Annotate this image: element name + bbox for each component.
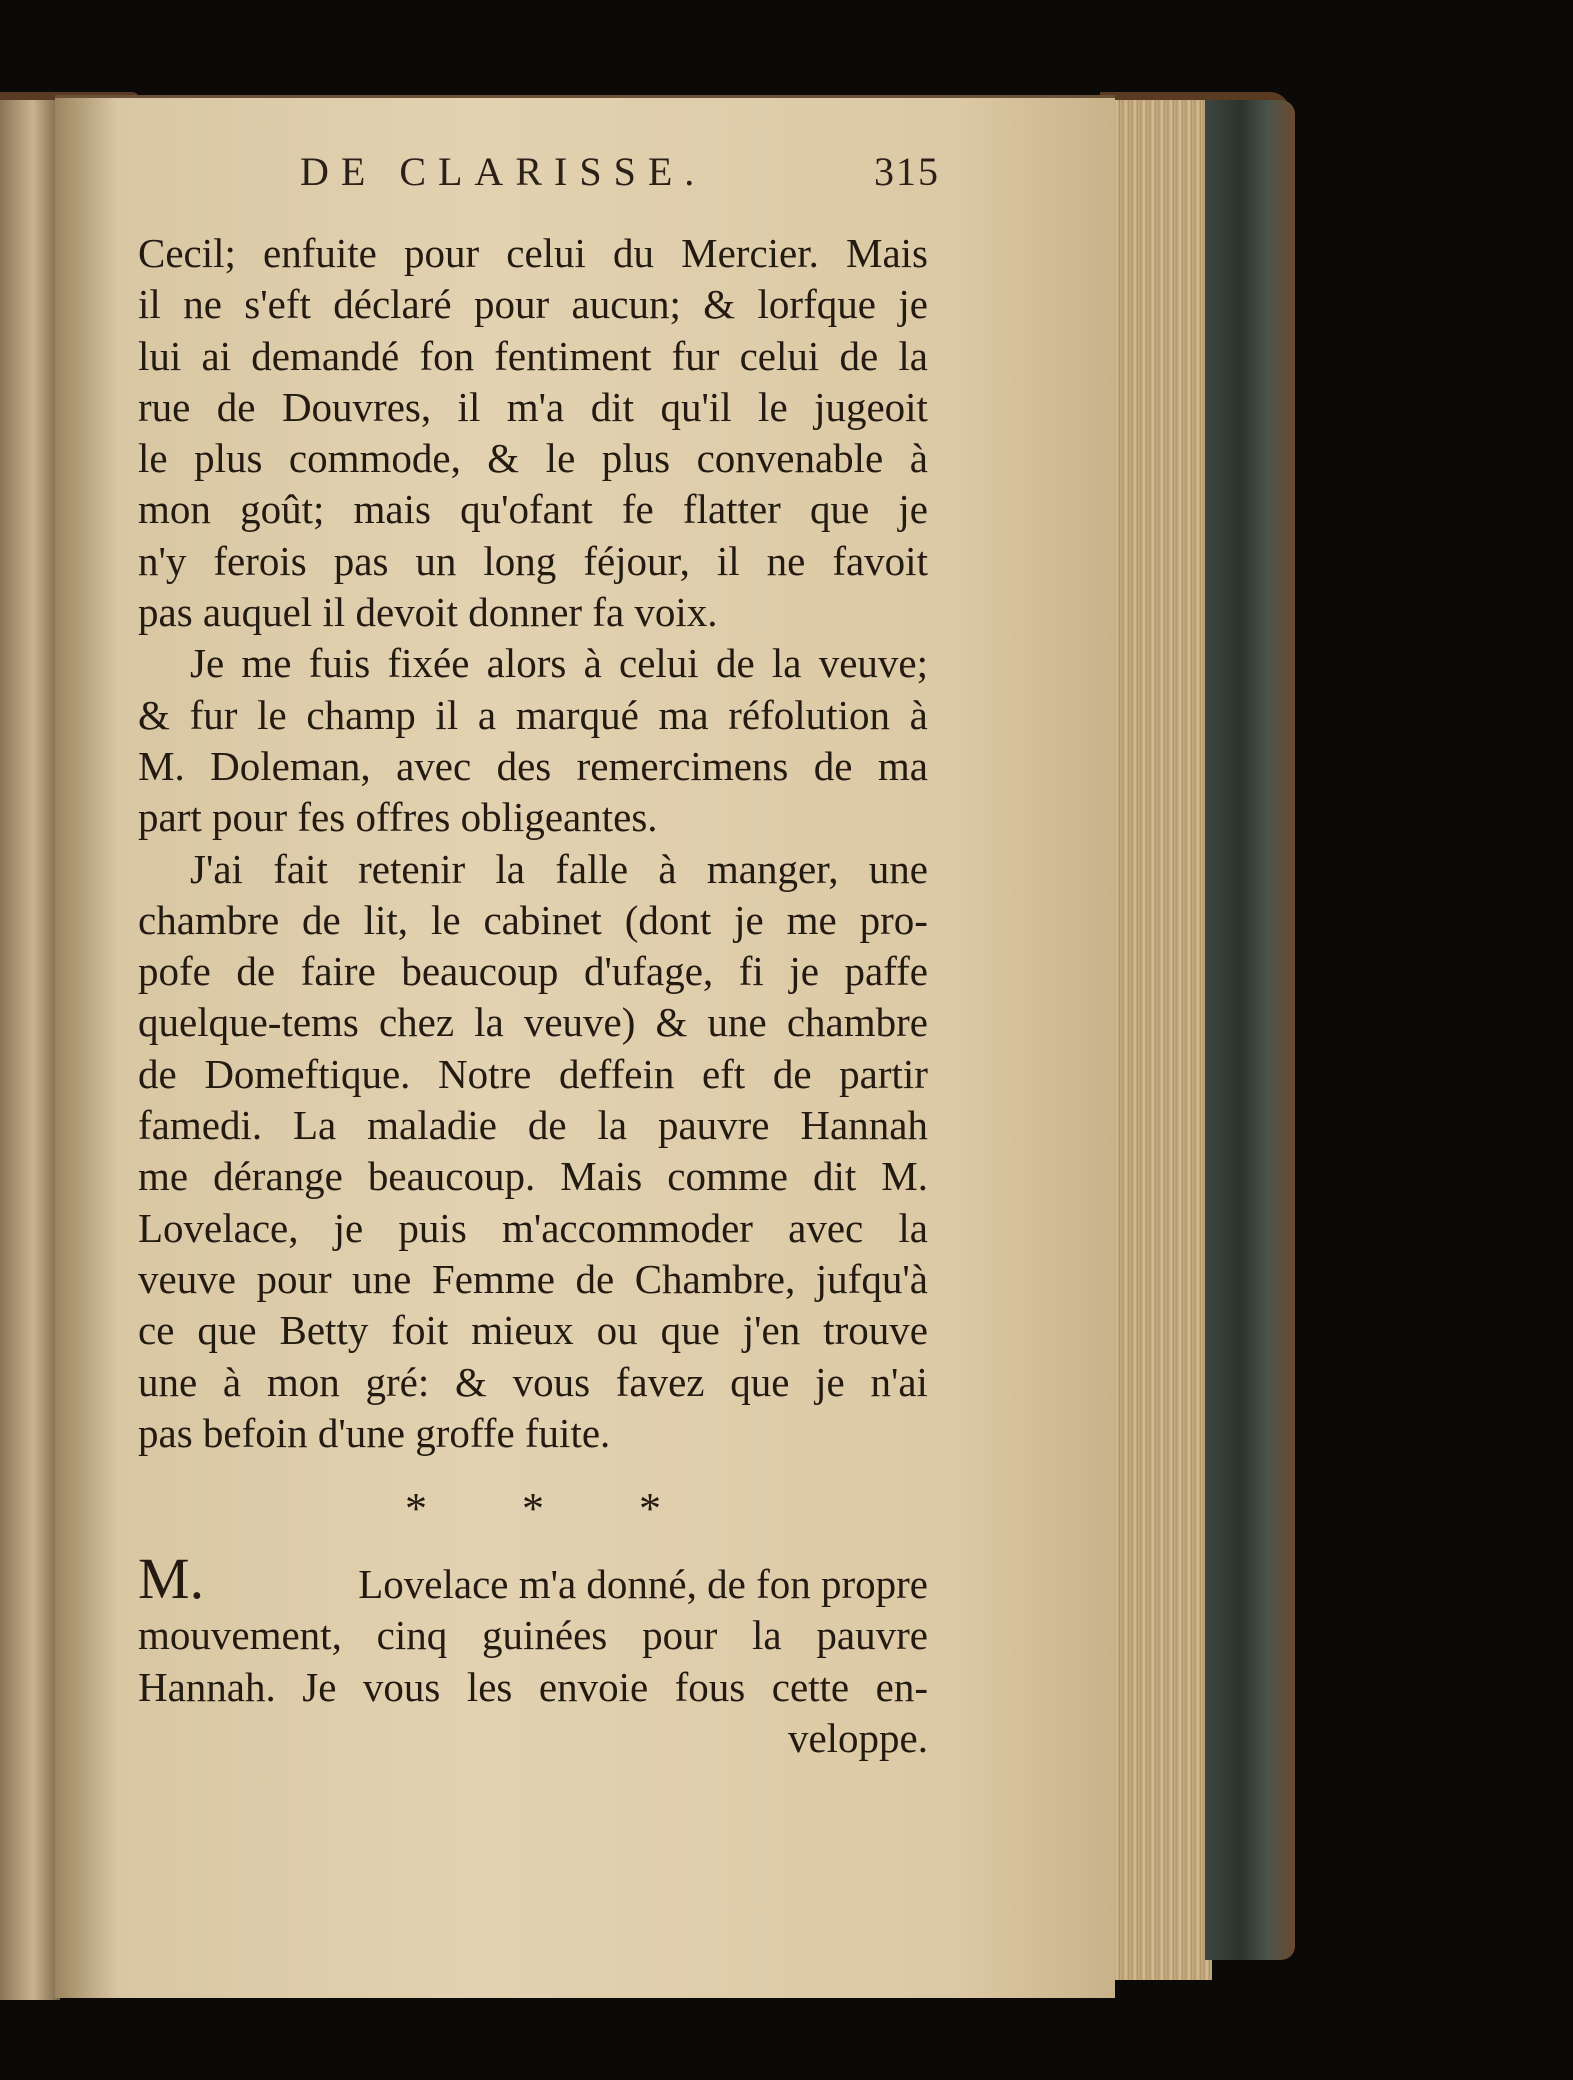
word: fentiment xyxy=(494,332,652,379)
word: fixée xyxy=(387,640,470,687)
text-line xyxy=(138,1100,928,1151)
word: beaucoup xyxy=(401,948,559,995)
word: maladie xyxy=(367,1102,497,1149)
word: de xyxy=(302,896,341,943)
word: cabinet xyxy=(483,896,602,943)
word: avec xyxy=(396,742,472,789)
word: je xyxy=(815,1358,845,1405)
word: de xyxy=(216,383,256,430)
word: la xyxy=(898,1204,928,1251)
word: Femme xyxy=(431,1255,555,1302)
word: Je xyxy=(302,1663,337,1710)
word: Je xyxy=(190,640,225,687)
word: que xyxy=(730,1358,790,1405)
word: veuve xyxy=(138,1255,236,1302)
word: veuve; xyxy=(818,640,928,687)
drop-cap: M. xyxy=(138,1546,205,1612)
word: la xyxy=(495,845,525,892)
word: ce xyxy=(138,1307,175,1354)
word: veuve) xyxy=(523,999,636,1046)
word: ferois xyxy=(213,537,307,584)
word: de xyxy=(813,742,853,789)
word: cinq xyxy=(376,1612,448,1659)
word: cette xyxy=(771,1663,850,1710)
word: mouvement, xyxy=(138,1612,342,1659)
word: jufqu'à xyxy=(815,1255,928,1302)
text-line xyxy=(138,382,928,433)
text-line xyxy=(138,331,928,382)
word: mieux xyxy=(471,1307,574,1354)
word: comme xyxy=(667,1153,788,1200)
word: Hannah. xyxy=(138,1663,276,1710)
text-line xyxy=(138,484,928,535)
word: fait xyxy=(273,845,328,892)
word: Betty xyxy=(279,1307,369,1354)
word: Mercier. xyxy=(681,230,819,276)
word: je xyxy=(333,1204,364,1251)
word: deffein xyxy=(558,1050,675,1097)
word: eft xyxy=(701,1050,746,1097)
word: quelque-tems xyxy=(138,999,359,1046)
text-line xyxy=(138,997,928,1048)
text-line xyxy=(138,433,928,484)
word: chambre xyxy=(786,999,928,1046)
text-line xyxy=(138,279,928,330)
word: manger, xyxy=(706,845,839,892)
word: fuis xyxy=(308,640,371,687)
word: pour xyxy=(642,1612,718,1659)
word: long xyxy=(483,537,557,584)
word: une xyxy=(868,845,928,892)
word: & xyxy=(487,435,520,482)
word: le xyxy=(257,691,287,738)
text-line xyxy=(138,1357,928,1408)
word: les xyxy=(466,1663,513,1710)
word: un xyxy=(415,537,457,584)
word: le xyxy=(138,435,168,482)
word: paffe xyxy=(844,948,928,995)
word: féjour, xyxy=(583,537,690,584)
word: la xyxy=(474,999,504,1046)
word: n'ai xyxy=(870,1358,928,1405)
word: de xyxy=(715,640,755,687)
word: de xyxy=(236,948,276,995)
word: retenir xyxy=(358,845,466,892)
text-line: pas befoin d'une groffe fuite. xyxy=(138,1409,611,1456)
word: à xyxy=(658,845,677,892)
word: pour xyxy=(474,281,550,328)
word: de xyxy=(772,1050,812,1097)
word: favez xyxy=(615,1358,705,1405)
text-line xyxy=(138,1203,928,1254)
word: mais xyxy=(353,486,431,533)
word: convenable xyxy=(696,435,884,482)
word: champ xyxy=(306,691,416,738)
word: dit xyxy=(590,383,634,430)
text-line xyxy=(138,844,928,895)
word: guinées xyxy=(482,1612,608,1659)
text-line xyxy=(138,1305,928,1356)
word: le xyxy=(545,435,576,482)
word: ne xyxy=(766,537,806,584)
word: vous xyxy=(362,1663,441,1710)
word: rue xyxy=(138,383,191,430)
word: & xyxy=(138,691,170,738)
word: & xyxy=(454,1358,487,1405)
word: Lovelace, xyxy=(138,1204,299,1251)
word: je xyxy=(734,896,764,943)
asterisk: * xyxy=(639,1484,661,1534)
word: ne xyxy=(183,281,222,328)
word: faire xyxy=(300,948,376,995)
word: à xyxy=(909,691,928,738)
word: pauvre xyxy=(816,1612,928,1659)
word: pro- xyxy=(859,896,928,943)
word: que xyxy=(809,486,870,533)
word: M. xyxy=(138,742,185,789)
word: commode, xyxy=(288,435,461,482)
word: dérange xyxy=(213,1153,343,1200)
word: chambre xyxy=(138,896,280,943)
word: à xyxy=(222,1358,242,1405)
word: je xyxy=(898,281,928,328)
text-line xyxy=(138,1049,928,1100)
word: déclaré xyxy=(333,281,452,328)
word: fe xyxy=(621,486,654,533)
word: lit, xyxy=(363,896,409,943)
word: Hannah xyxy=(800,1102,928,1149)
word: je xyxy=(898,486,928,533)
text-line xyxy=(138,946,928,997)
word: Doleman, xyxy=(210,742,371,789)
text-line xyxy=(138,690,928,741)
word: trouve xyxy=(823,1307,928,1354)
word: chez xyxy=(378,999,455,1046)
word: la xyxy=(752,1612,782,1659)
word: fon xyxy=(419,332,475,379)
left-page-edge xyxy=(0,100,60,2000)
word: remercimens xyxy=(576,742,789,789)
word: envoie xyxy=(538,1663,649,1710)
book-cover-right xyxy=(1205,100,1295,1960)
word: ou xyxy=(596,1307,638,1354)
text-line xyxy=(138,1662,928,1713)
word: jugeoit xyxy=(814,383,928,430)
word: de xyxy=(527,1102,567,1149)
word: j'en xyxy=(742,1307,801,1354)
word: pour xyxy=(403,230,480,276)
page-number: 315 xyxy=(874,149,940,194)
word: foit xyxy=(391,1307,449,1354)
word: de xyxy=(575,1255,615,1302)
text-line xyxy=(138,1254,928,1305)
word: que xyxy=(197,1307,257,1354)
text-line: pas auquel il devoit donner fa voix. xyxy=(138,589,718,636)
word: Douvres, xyxy=(281,383,432,430)
word: que xyxy=(660,1307,720,1354)
word: favoit xyxy=(832,537,928,584)
word: plus xyxy=(601,435,671,482)
word: mon xyxy=(138,486,211,533)
word: le xyxy=(758,383,788,430)
asterisk: * xyxy=(405,1484,427,1534)
word: qu'ofant xyxy=(460,486,593,533)
word: m'a xyxy=(506,383,565,430)
word: il xyxy=(138,281,161,328)
word: il xyxy=(435,691,459,738)
word: fur xyxy=(189,691,238,738)
word: lui xyxy=(138,332,182,379)
word: goût; xyxy=(240,486,325,533)
word: demandé xyxy=(251,332,400,379)
page-text xyxy=(138,228,928,1764)
word: à xyxy=(909,435,928,482)
word: famedi. xyxy=(138,1102,263,1149)
running-head: DE CLARISSE. xyxy=(300,149,707,194)
word: enfuite xyxy=(263,230,377,276)
word: ma xyxy=(877,742,928,789)
word: celui xyxy=(619,640,699,687)
word: marqué xyxy=(515,691,639,738)
word: ai xyxy=(201,332,232,379)
text-line xyxy=(138,536,928,587)
word: partir xyxy=(839,1050,928,1097)
text-line xyxy=(138,1151,928,1202)
word: fur xyxy=(671,332,720,379)
word: m'accommoder xyxy=(501,1204,753,1251)
word: falle xyxy=(555,845,629,892)
word: il xyxy=(716,537,740,584)
word: pas xyxy=(333,537,389,584)
text-line xyxy=(138,1610,928,1661)
word: Mais xyxy=(846,230,928,276)
section-separator xyxy=(138,1459,928,1559)
word: Cecil; xyxy=(138,230,236,276)
word: en- xyxy=(875,1663,928,1710)
text-line: part pour fes offres obligeantes. xyxy=(138,794,658,841)
word: & xyxy=(655,999,688,1046)
catchword: veloppe. xyxy=(787,1715,928,1762)
word: J'ai xyxy=(190,845,243,892)
word: il xyxy=(457,383,481,430)
word: aucun; xyxy=(571,281,681,328)
word: Domeftique. xyxy=(204,1050,411,1097)
word: réfolution xyxy=(728,691,890,738)
word: alors xyxy=(486,640,567,687)
word: n'y xyxy=(138,537,187,584)
word: à xyxy=(583,640,602,687)
word: me xyxy=(241,640,292,687)
word: lorfque xyxy=(757,281,876,328)
word: s'eft xyxy=(244,281,311,328)
word: plus xyxy=(194,435,263,482)
word: puis xyxy=(398,1204,467,1251)
word: des xyxy=(496,742,552,789)
word: avec xyxy=(788,1204,864,1251)
word: fous xyxy=(674,1663,746,1710)
word: & xyxy=(703,281,736,328)
word: Notre xyxy=(438,1050,532,1097)
word: M. xyxy=(881,1153,928,1200)
word: me xyxy=(138,1153,189,1200)
text-line xyxy=(138,228,928,279)
word: la xyxy=(898,332,928,379)
text-span: Lovelace m'a donné, de fon propre xyxy=(358,1561,928,1608)
word: d'ufage, xyxy=(584,948,714,995)
word: flatter xyxy=(682,486,781,533)
word: qu'il xyxy=(660,383,732,430)
word: du xyxy=(613,230,655,276)
word: fi xyxy=(738,948,764,995)
word: me xyxy=(786,896,837,943)
word: le xyxy=(430,896,461,943)
page-header xyxy=(300,148,940,208)
word: mon xyxy=(266,1358,340,1405)
word: ma xyxy=(658,691,709,738)
word: de xyxy=(138,1050,177,1097)
word: pour xyxy=(256,1255,332,1302)
word: Chambre, xyxy=(634,1255,796,1302)
word: La xyxy=(293,1102,337,1149)
word: une xyxy=(138,1358,198,1405)
word: la xyxy=(771,640,802,687)
word: celui xyxy=(506,230,586,276)
word: (dont xyxy=(624,896,712,943)
word: dit xyxy=(812,1153,857,1200)
text-line xyxy=(138,1546,928,1612)
word: beaucoup. xyxy=(367,1153,536,1200)
word: de xyxy=(839,332,879,379)
word: une xyxy=(352,1255,412,1302)
page-edges xyxy=(1100,100,1212,1980)
word: pofe xyxy=(138,948,211,995)
word: Mais xyxy=(560,1153,643,1200)
asterisk: * xyxy=(522,1484,544,1534)
word: la xyxy=(597,1102,628,1149)
word: vous xyxy=(512,1358,591,1405)
text-line xyxy=(138,895,928,946)
text-line xyxy=(138,638,928,689)
word: une xyxy=(707,999,767,1046)
word: je xyxy=(789,948,819,995)
word: pauvre xyxy=(657,1102,770,1149)
word: gré: xyxy=(365,1358,430,1405)
text-line xyxy=(138,741,928,792)
word: celui xyxy=(739,332,820,379)
word: a xyxy=(477,691,497,738)
